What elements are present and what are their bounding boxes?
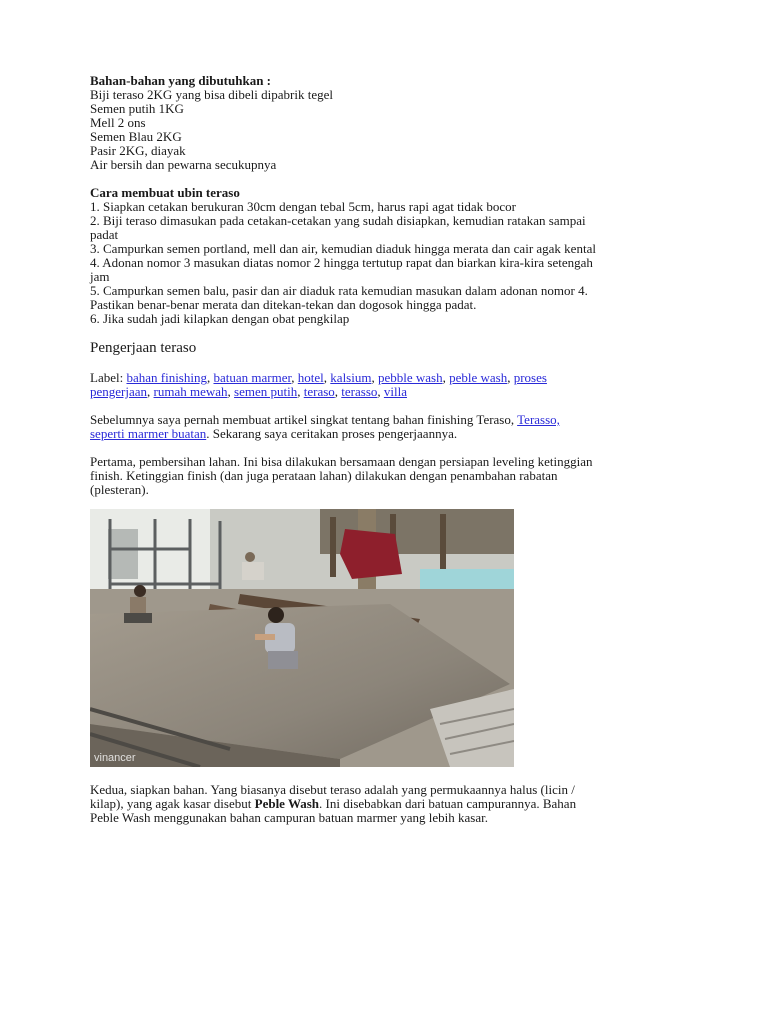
method-step: jam [90,269,110,284]
materials-item: Air bersih dan pewarna secukupnya [90,157,277,172]
materials-heading: Bahan-bahan yang dibutuhkan : [90,73,272,88]
method-step: 2. Biji teraso dimasukan pada cetakan-cetakan yang sudah disiapkan, kemudian ratakan sampai [90,213,586,228]
label-link[interactable]: hotel [297,370,324,385]
label-link[interactable]: batuan marmer [213,370,292,385]
labels-prefix: Label: [90,370,124,385]
method-step: 1. Siapkan cetakan berukuran 30cm dengan tebal 5cm, harus rapi agat tidak bocor [90,199,516,214]
label-link-proses-pengerjaan[interactable]: proses [513,370,547,385]
terasso-article-link-cont[interactable]: seperti marmer buatan [90,426,207,441]
paragraph-kedua [90,783,682,825]
label-link-proses-pengerjaan-cont[interactable]: pengerjaan [90,384,148,399]
label-link[interactable]: teraso [303,384,335,399]
method-step: 6. Jika sudah jadi kilapkan dengan obat pengkilap [90,311,350,326]
terasso-article-link[interactable]: Terasso, [517,412,560,427]
materials-item: Mell 2 ons [90,115,146,130]
label-link[interactable]: kalsium [330,370,372,385]
label-link[interactable]: rumah mewah [153,384,228,399]
method-step: padat [90,227,119,242]
post-labels: Label: bahan finishing, batuan marmer, hotel, kalsium, pebble wash, peble wash, proses pengerjaan, rumah mewah, semen putih, teraso, terasso, villa [90,370,547,399]
label-link[interactable]: pebble wash [377,370,443,385]
paragraph-line: Pertama, pembersihan lahan. Ini bisa dilakukan bersamaan dengan persiapan leveling ketinggian [90,454,593,469]
label-link[interactable]: villa [383,384,407,399]
photo-watermark: vinancer [94,752,136,764]
peble-wash-bold: Peble Wash [254,796,320,811]
paragraph-line: finish. Ketinggian finish (dan juga perataan lahan) dilakukan dengan penambahan rabatan [90,468,558,483]
method-step: 4. Adonan nomor 3 masukan diatas nomor 2 hingga tertutup rapat dan biarkan kira-kira setengah [90,255,593,270]
materials-item: Pasir 2KG, diayak [90,143,186,158]
materials-item: Biji teraso 2KG yang bisa dibeli dipabrik tegel [90,87,333,102]
method-step: 5. Campurkan semen balu, pasir dan air diaduk rata kemudian masukan dalam adonan nomor 4. [90,283,588,298]
method-step: Pastikan benar-benar merata dan ditekan-tekan dan dogosok hingga padat. [90,297,477,312]
paragraph-line: Kedua, siapkan bahan. Yang biasanya disebut teraso adalah yang permukaannya halus (licin / [90,782,575,797]
paragraph-pertama [90,455,682,497]
method-step: 3. Campurkan semen portland, mell dan air, kemudian diaduk hingga merata dan cair agak kental [90,241,596,256]
label-link[interactable]: terasso [341,384,378,399]
label-link[interactable]: bahan finishing [126,370,207,385]
intro-text-end: . Sekarang saya ceritakan proses pengerjaannya. [206,426,458,441]
label-link[interactable]: peble wash [449,370,508,385]
post-title: Pengerjaan teraso [90,340,197,356]
paragraph-text: kilap), yang agak kasar disebut [90,796,252,811]
method-section [90,186,682,326]
paragraph-text: . Ini disebabkan dari batuan campurannya. Bahan [319,796,577,811]
materials-item: Semen Blau 2KG [90,129,182,144]
intro-text: Sebelumnya saya pernah membuat artikel singkat tentang bahan finishing Teraso, [90,412,515,427]
materials-item: Semen putih 1KG [90,101,184,116]
materials-section [90,74,682,172]
intro-paragraph [90,413,682,441]
paragraph-line: (plesteran). [90,482,149,497]
method-heading: Cara membuat ubin teraso [90,185,240,200]
paragraph-line: Peble Wash menggunakan bahan campuran batuan marmer yang lebih kasar. [90,810,488,825]
construction-photo [90,509,514,767]
label-link[interactable]: semen putih [234,384,298,399]
